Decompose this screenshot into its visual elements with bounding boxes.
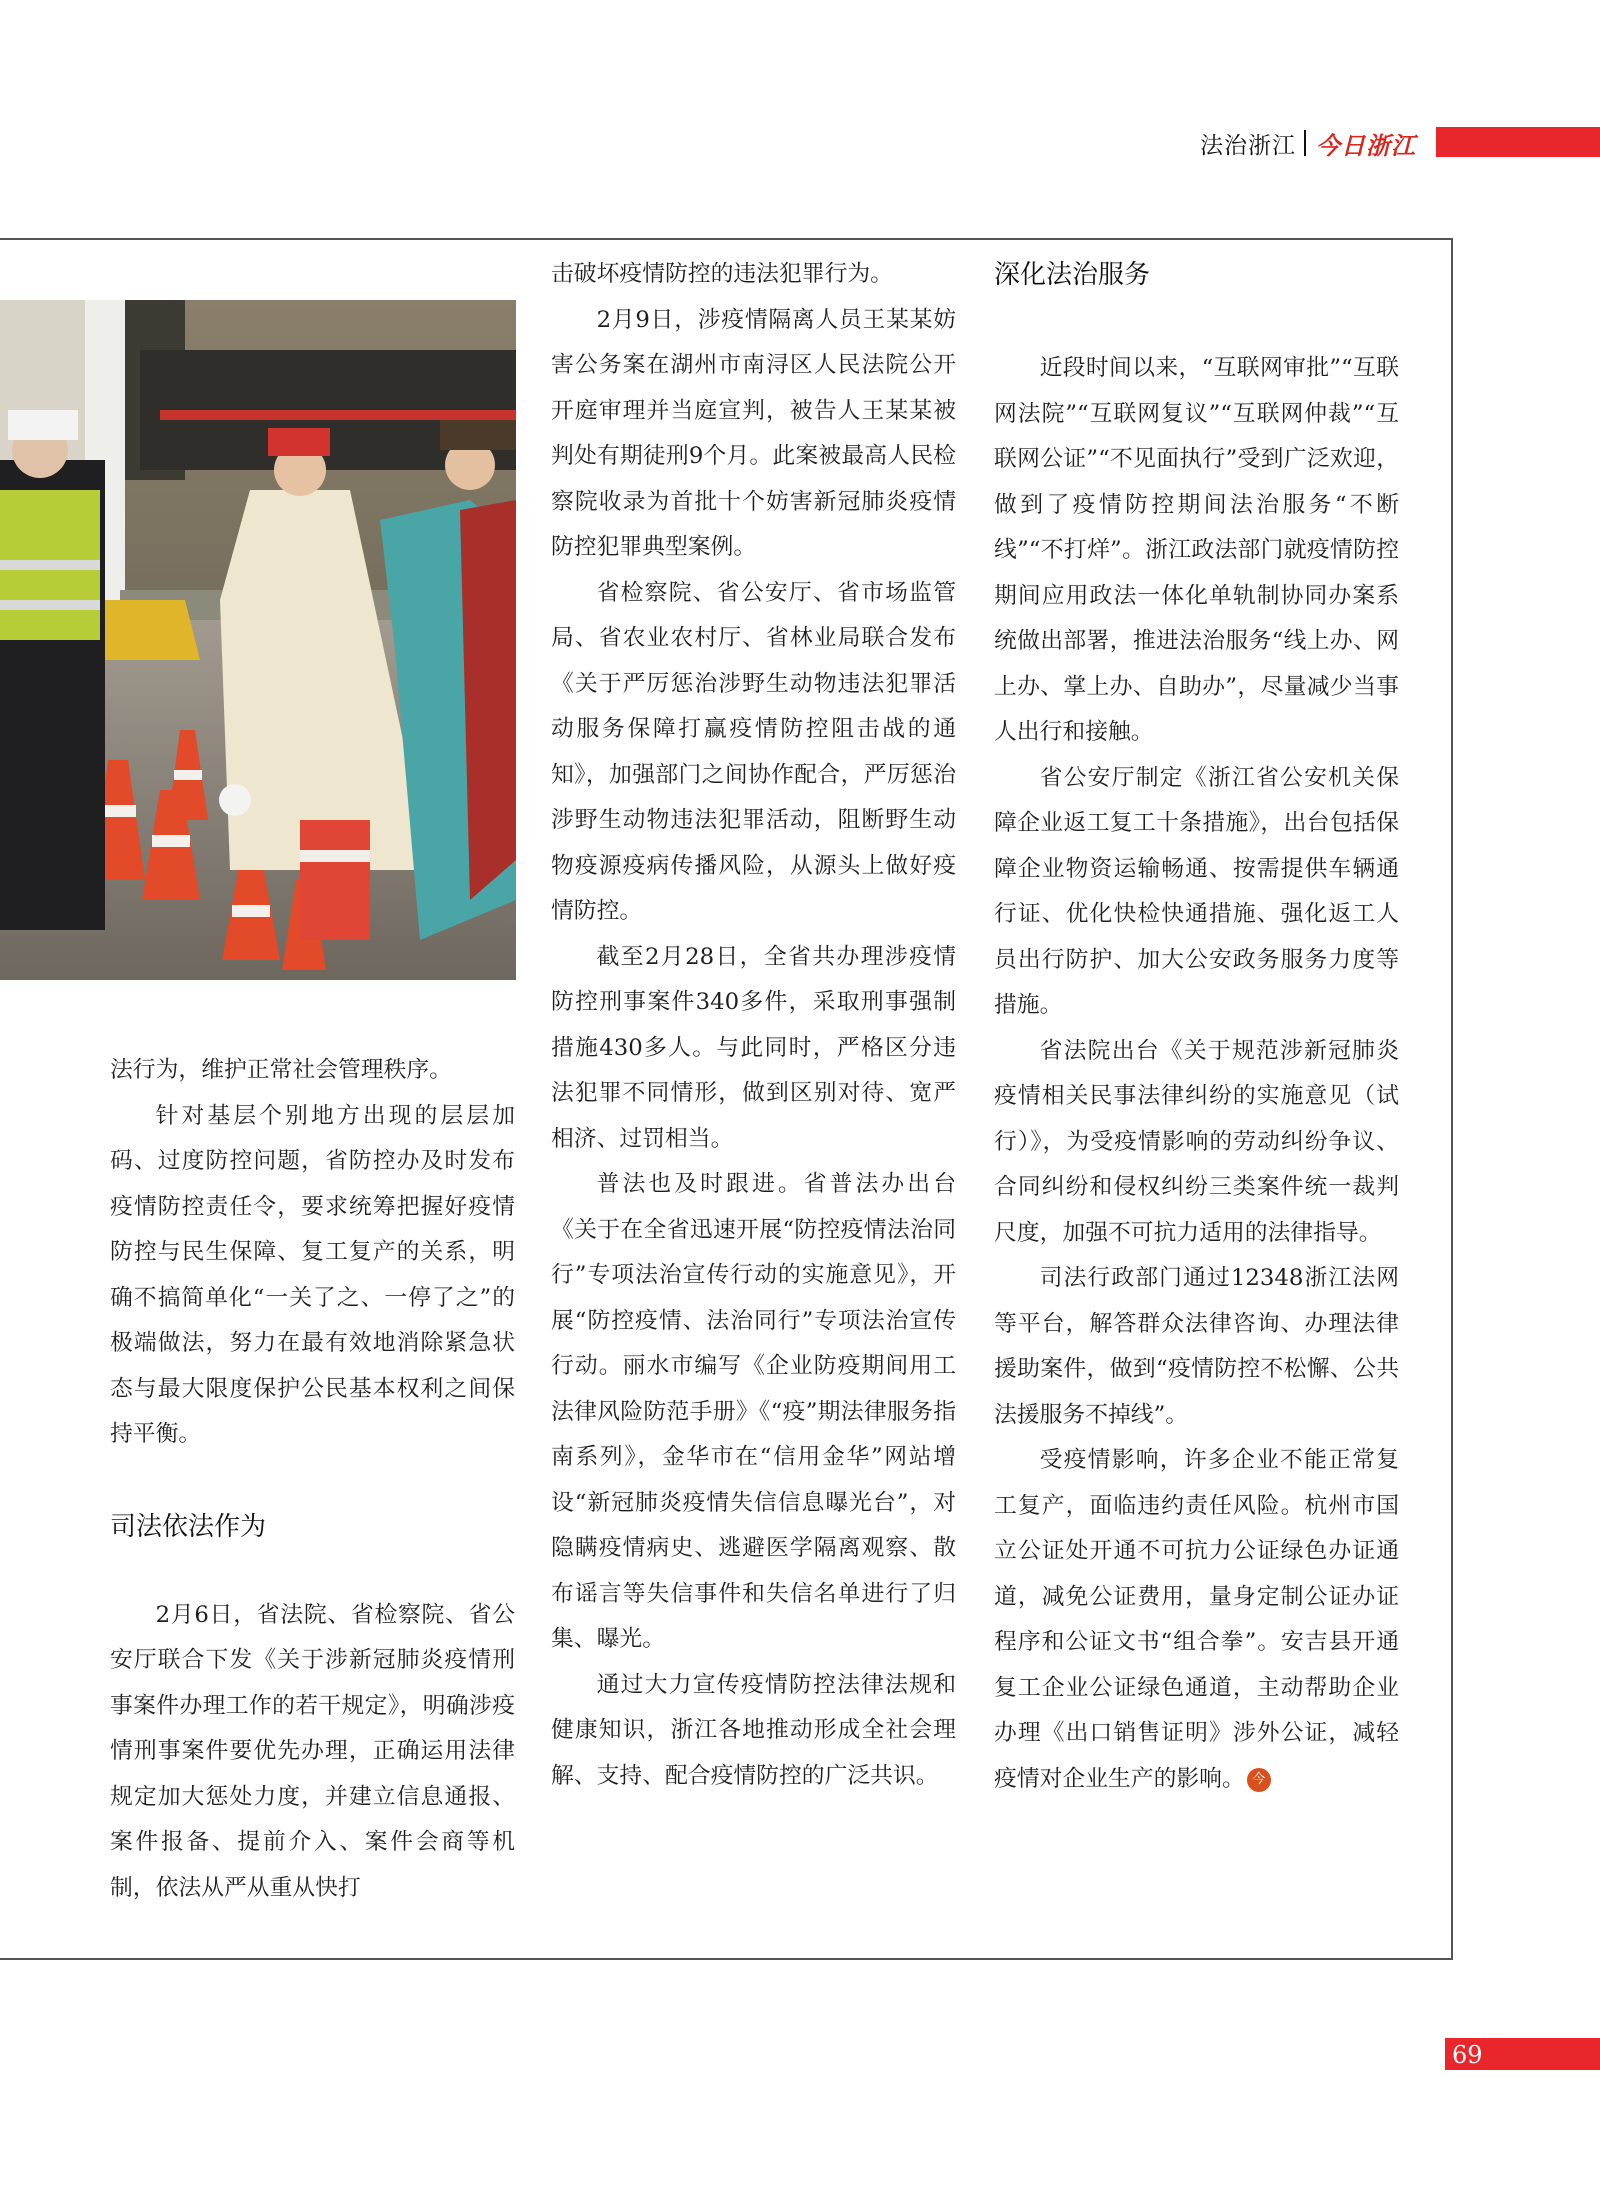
paragraph: 2月6日，省法院、省检察院、省公安厅联合下发《关于涉新冠肺炎疫情刑事案件办理工作的若干规定》，明确涉疫情刑事案件要优先办理，正确运用法律规定加大惩处力度，并建立信息通报、案件报备、提前介入、案件会商等机制，依法从严从重从快打 [110, 1601, 515, 1901]
photo-illustration [0, 300, 516, 980]
frame-right-line [1451, 238, 1453, 1960]
header-divider [1304, 130, 1306, 156]
paragraph: 针对基层个别地方出现的层层加码、过度防控问题，省防控办及时发布疫情防控责任令，要求统筹把握好疫情防控与民生保障、复工复产的关系，明确不搞简单化“一关了之、一停了之”的极端做法，努力在最有效地消除紧急状态与最大限度保护公民基本权利之间保持平衡。 [110, 1102, 515, 1447]
paragraph: 截至2月28日，全省共办理涉疫情防控刑事案件340多件，采取刑事强制措施430多人。与此同时，严格区分违法犯罪不同情形，做到区别对待、宽严相济、过罚相当。 [551, 943, 956, 1152]
frame-bottom-line [0, 1958, 1453, 1960]
column-1 [110, 1048, 515, 1911]
paragraph: 普法也及时跟进。省普法办出台《关于在全省迅速开展“防控疫情法治同行”专项法治宣传行动的实施意见》，开展“防控疫情、法治同行”专项法治宣传行动。丽水市编写《企业防疫期间用工法律风险防范手册》《“疫”期法律服务指南系列》，金华市在“信用金华”网站增设“新冠肺炎疫情失信信息曝光台”，对隐瞒疫情病史、逃避医学隔离观察、散布谣言等失信事件和失信名单进行了归集、曝光。 [551, 1171, 956, 1652]
paragraph: 省法院出台《关于规范涉新冠肺炎疫情相关民事法律纠纷的实施意见（试行）》，为受疫情影响的劳动纠纷争议、合同纠纷和侵权纠纷三类案件统一裁判尺度，加强不可抗力适用的法律指导。 [994, 1037, 1399, 1246]
paragraph: 司法行政部门通过12348浙江法网等平台，解答群众法律咨询、办理法律援助案件，做到“疫情防控不松懈、公共法援服务不掉线”。 [994, 1265, 1399, 1428]
paragraph: 省公安厅制定《浙江省公安机关保障企业返工复工十条措施》，出台包括保障企业物资运输畅通、按需提供车辆通行证、优化快检快通措施、强化返工人员出行防护、加大公安政务服务力度等措施。 [994, 764, 1399, 1018]
paragraph-text: 受疫情影响，许多企业不能正常复工复产，面临违约责任风险。杭州市国立公证处开通不可抗力公证绿色办证通道，减免公证费用，量身定制公证办证程序和公证文书“组合拳”。安吉县开通复工企业公证绿色通道，主动帮助企业办理《出口销售证明》涉外公证，减轻疫情对企业生产的影响。 [994, 1447, 1399, 1792]
brand-logo: 今日浙江 [1316, 130, 1416, 160]
paragraph: 2月9日，涉疫情隔离人员王某某妨害公务案在湖州市南浔区人民法院公开开庭审理并当庭宣判，被告人王某某被判处有期徒刑9个月。此案被最高人民检察院收录为首批十个妨害新冠肺炎疫情防控犯罪典型案例。 [551, 306, 956, 560]
paragraph: 近段时间以来，“互联网审批”“互联网法院”“互联网复议”“互联网仲裁”“互联网公证”“不见面执行”受到广泛欢迎，做到了疫情防控期间法治服务“不断线”“不打烊”。浙江政法部门就疫情防控期间应用政法一体化单轨制协同办案系统做出部署，推进法治服务“线上办、网上办、掌上办、自助办”，尽量减少当事人出行和接触。 [994, 355, 1399, 745]
header-red-bar [1436, 127, 1600, 157]
frame-top-line [0, 238, 1453, 240]
paragraph: 法行为，维护正常社会管理秩序。 [110, 1057, 452, 1083]
column-3 [994, 252, 1399, 1802]
photo-highway-checkpoint [0, 300, 516, 980]
section-heading-legal-service: 深化法治服务 [994, 260, 1151, 290]
paragraph: 省检察院、省公安厅、省市场监管局、省农业农村厅、省林业局联合发布《关于严厉惩治涉野生动物违法犯罪活动服务保障打赢疫情防控阻击战的通知》，加强部门之间协作配合，严厉惩治涉野生动物违法犯罪活动，阻断野生动物疫源疫病传播风险，从源头上做好疫情防控。 [551, 579, 956, 924]
paragraph-final [994, 1438, 1399, 1802]
page-header [1200, 127, 1416, 159]
end-mark-icon: 今 [1247, 1768, 1271, 1792]
column-2 [551, 252, 956, 1799]
page-number: 69 [1452, 2041, 1483, 2069]
section-heading-judicial: 司法依法作为 [110, 1511, 267, 1542]
section-name: 法治浙江 [1200, 132, 1296, 159]
paragraph: 击破坏疫情防控的违法犯罪行为。 [551, 261, 893, 287]
paragraph: 通过大力宣传疫情防控法律法规和健康知识，浙江各地推动形成全社会理解、支持、配合疫情防控的广泛共识。 [551, 1671, 956, 1789]
